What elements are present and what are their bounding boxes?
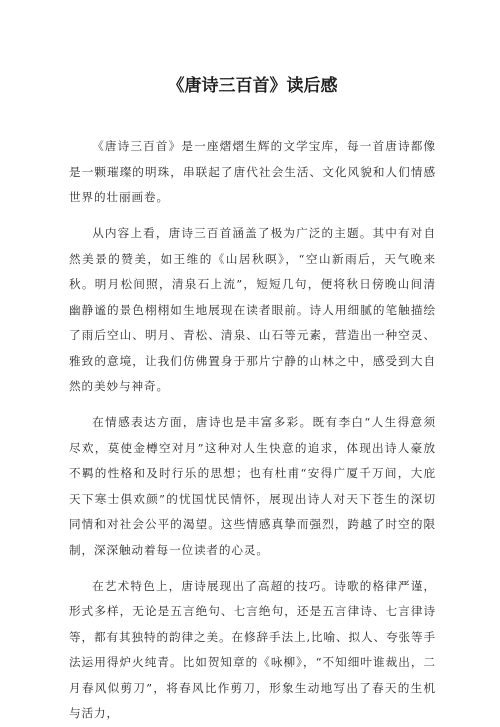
paragraph-content: 从内容上看，唐诗三百首涵盖了极为广泛的主题。其中有对自然美景的赞美，如王维的《山居秋暝》，“空山新雨后，天气晚来秋。明月松间照，清泉石上流”，短短几句，便将秋日傍晚山间清幽静谧的景色栩栩如生地展现在读者眼前。诗人用细腻的笔触描绘了雨后空山、明月、青松、清泉、山石等元素，营造出一种空灵、雅致的意境，让我们仿佛置身于那片宁静的山林之中，感受到大自然的美妙与神奇。 xyxy=(69,226,436,393)
paragraph-art: 在艺术特色上，唐诗展现出了高超的技巧。诗歌的格律严谨，形式多样，无论是五言绝句、七言绝句，还是五言律诗、七言律诗等，都有其独特的韵律之美。在修辞手法上,比喻、拟人、夸张等手法运用得炉火纯青。比如贺知章的《咏柳》，“不知细叶谁裁出，二月春风似剪刀”，将春风比作剪刀，形象生动地写出了春天的生机与活力， xyxy=(69,578,436,720)
paragraph-emotion: 在情感表达方面，唐诗也是丰富多彩。既有李白“人生得意须尽欢，莫使金樽空对月”这种对人生快意的追求，体现出诗人豪放不羁的性格和及时行乐的思想；也有杜甫“安得广厦千万间，大庇天下寒士俱欢颜”的忧国忧民情怀，展现出诗人对天下苍生的深切同情和对社会公平的渴望。这些情感真挚而强烈，跨越了时空的限制，深深触动着每一位读者的心灵。 xyxy=(69,415,436,557)
paragraph-intro: 《唐诗三百首》是一座熠熠生辉的文学宝库，每一首唐诗都像是一颗璀璨的明珠，串联起了唐代社会生活、文化风貌和人们情感世界的壮丽画卷。 xyxy=(69,139,436,204)
document-title: 《唐诗三百首》读后感 xyxy=(167,76,338,96)
